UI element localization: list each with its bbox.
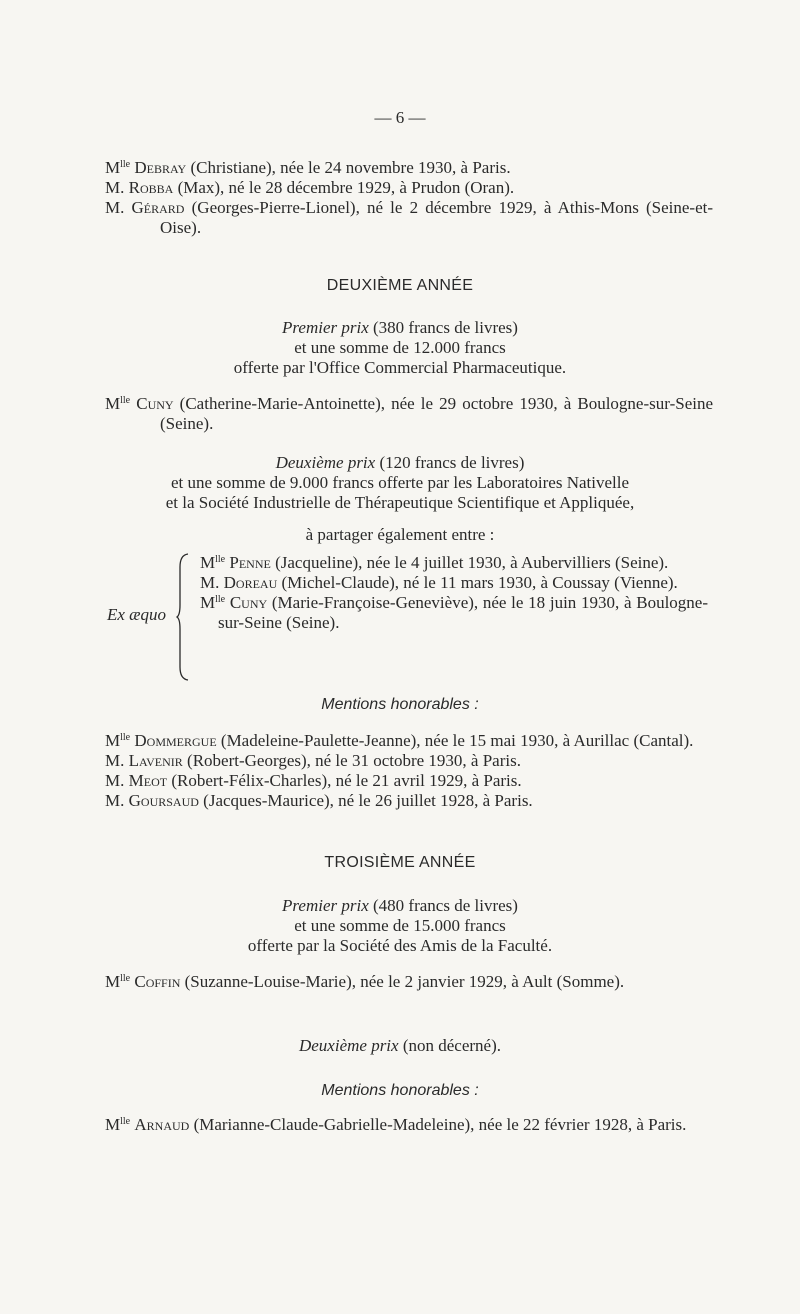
premier-prix-winner xyxy=(105,394,713,434)
entry-title: M. xyxy=(105,771,125,790)
premier-prix-description xyxy=(0,318,800,378)
section-heading-troisieme: TROISIÈME ANNÉE xyxy=(324,854,476,871)
entry-details: (Robert-Félix-Charles), né le 21 avril 1929, à Paris. xyxy=(167,771,522,790)
premier-prix-description-3 xyxy=(0,896,800,956)
prize-label: Deuxième prix xyxy=(298,1036,399,1055)
premier-prix-winner-3 xyxy=(105,972,713,992)
entry-details: (Jacques-Maurice), né le 26 juillet 1928, à Paris. xyxy=(198,791,533,810)
section-heading-deuxieme: DEUXIÈME ANNÉE xyxy=(326,277,474,294)
list-item xyxy=(105,751,713,771)
entry-title-sup: lle xyxy=(120,732,131,743)
ex-aequo-label: Ex æquo xyxy=(107,605,167,624)
list-item xyxy=(200,553,708,573)
entry-surname: Gérard xyxy=(131,198,185,217)
entry-title: M xyxy=(200,553,216,572)
entry-surname: Penne xyxy=(229,553,271,572)
entry-surname: Lavenir xyxy=(128,751,183,770)
entry-details: (Catherine-Marie-Antoinette), née le 29 octobre 1930, à Boulogne-sur-Seine (Seine). xyxy=(160,394,714,433)
entry-surname: Arnaud xyxy=(134,1115,190,1134)
entry-details: (Marie-Françoise-Geneviève), née le 18 juin 1930, à Boulogne-sur-Seine (Seine). xyxy=(218,593,708,632)
entry-title: M. xyxy=(105,751,125,770)
prize-line: et une somme de 15.000 francs xyxy=(294,916,506,935)
prize-label: Deuxième prix xyxy=(275,453,376,472)
entry-details: (Georges-Pierre-Lionel), né le 2 décembre 1929, à Athis-Mons (Seine-et-Oise). xyxy=(160,198,713,237)
entry-surname: Cuny xyxy=(229,593,268,612)
entry-details: (Christiane), née le 24 novembre 1930, à Paris. xyxy=(186,158,511,177)
prize-line: et la Société Industrielle de Thérapeutique Scientifique et Appliquée, xyxy=(165,493,635,512)
list-item xyxy=(105,771,713,791)
entry-title: M xyxy=(105,972,121,991)
entry-title: M xyxy=(105,394,121,413)
prize-line: offerte par l'Office Commercial Pharmaceutique. xyxy=(233,358,567,377)
brace-icon xyxy=(176,553,190,681)
entry-surname: Cuny xyxy=(136,394,174,413)
prize-label: Premier prix xyxy=(282,896,369,915)
entry-title: M. xyxy=(105,198,125,217)
list-item xyxy=(200,573,708,593)
ex-aequo-list xyxy=(200,553,708,633)
mentions-heading: Mentions honorables : xyxy=(321,696,479,713)
entry-title: M. xyxy=(105,178,125,197)
entry-title-sup: lle xyxy=(120,1116,131,1127)
prize-line: offerte par la Société des Amis de la Faculté. xyxy=(247,936,553,955)
list-item xyxy=(105,1115,713,1135)
entry-robba xyxy=(105,178,713,198)
entry-title: M. xyxy=(200,573,220,592)
entry-surname: Dommergue xyxy=(134,731,217,750)
entry-title: M xyxy=(105,158,121,177)
list-item xyxy=(105,791,713,811)
entry-surname: Robba xyxy=(128,178,174,197)
page-number: — 6 — xyxy=(374,108,426,127)
entry-title: M xyxy=(105,1115,121,1134)
entry-title: M xyxy=(200,593,216,612)
mentions-list-3 xyxy=(105,1115,713,1135)
entry-details: (Jacqueline), née le 4 juillet 1930, à Aubervilliers (Seine). xyxy=(270,553,669,572)
mentions-heading-3: Mentions honorables : xyxy=(321,1082,479,1099)
entry-surname: Coffin xyxy=(134,972,181,991)
entry-details: (Max), né le 28 décembre 1929, à Prudon (Oran). xyxy=(173,178,515,197)
entry-surname: Meot xyxy=(128,771,168,790)
entry-title-sup: lle xyxy=(120,159,131,170)
prize-line: et une somme de 9.000 francs offerte par les Laboratoires Nativelle xyxy=(170,473,630,492)
entry-details: (Madeleine-Paulette-Jeanne), née le 15 mai 1930, à Aurillac (Cantal). xyxy=(216,731,694,750)
entry-title-sup: lle xyxy=(215,594,226,605)
prize-line: (380 francs de livres) xyxy=(368,318,518,337)
entry-surname: Doreau xyxy=(223,573,278,592)
prize-line: et une somme de 12.000 francs xyxy=(294,338,506,357)
entry-title-sup: lle xyxy=(120,395,131,406)
entry-title-sup: lle xyxy=(120,973,131,984)
prize-label: Premier prix xyxy=(282,318,369,337)
list-item xyxy=(200,593,708,633)
entry-surname: Goursaud xyxy=(128,791,199,810)
deuxieme-prix-description xyxy=(0,453,800,545)
entry-details: (Suzanne-Louise-Marie), née le 2 janvier 1929, à Ault (Somme). xyxy=(180,972,625,991)
entry-title: M. xyxy=(105,791,125,810)
entry-title: M xyxy=(105,731,121,750)
list-item xyxy=(105,731,713,751)
entry-debray xyxy=(105,158,713,178)
entry-details: (Michel-Claude), né le 11 mars 1930, à Coussay (Vienne). xyxy=(277,573,678,592)
prize-line: (480 francs de livres) xyxy=(368,896,518,915)
entry-details: (Robert-Georges), né le 31 octobre 1930, à Paris. xyxy=(182,751,521,770)
entry-details: (Marianne-Claude-Gabrielle-Madeleine), née le 22 février 1928, à Paris. xyxy=(189,1115,687,1134)
prize-line: (120 francs de livres) xyxy=(375,453,525,472)
prize-line: à partager également entre : xyxy=(305,525,495,544)
entry-surname: Debray xyxy=(134,158,187,177)
prize-line: (non décerné). xyxy=(398,1036,501,1055)
entry-gerard xyxy=(105,198,713,238)
deuxieme-prix-description-3 xyxy=(0,1036,800,1056)
top-entries-list xyxy=(105,158,713,238)
mentions-list xyxy=(105,731,713,811)
entry-title-sup: lle xyxy=(215,554,226,565)
